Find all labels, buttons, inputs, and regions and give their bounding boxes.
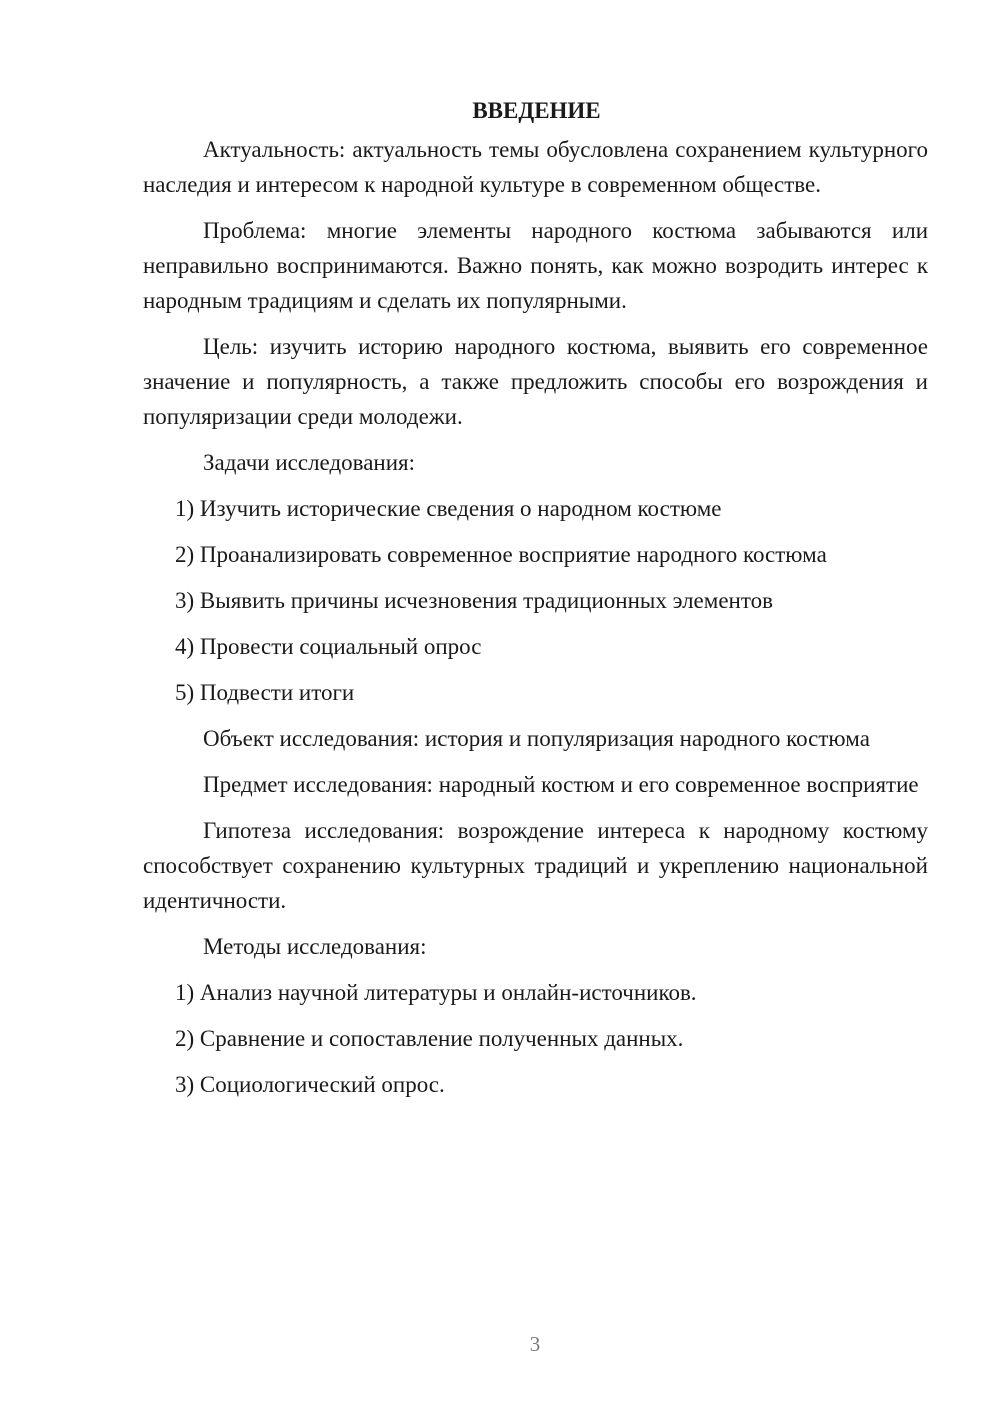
method-item: 1) Анализ научной литературы и онлайн-источников. [175, 980, 697, 1005]
method-item: 2) Сравнение и сопоставление полученных данных. [175, 1026, 684, 1051]
task-item: 1) Изучить исторические сведения о народном костюме [175, 496, 722, 521]
method-item: 3) Социологический опрос. [175, 1072, 445, 1097]
problem-paragraph: Проблема: многие элементы народного костюма забываются или неправильно воспринимаются. Важно понять, как можно возродить интерес к народным традициям и сделать их популярными. [143, 218, 928, 313]
tasks-list [143, 491, 928, 710]
relevance-paragraph: Актуальность: актуальность темы обусловлена сохранением культурного наследия и интересом к народной культуре в современном обществе. [143, 137, 928, 197]
task-item: 3) Выявить причины исчезновения традиционных элементов [175, 588, 773, 613]
subject-paragraph: Предмет исследования: народный костюм и его современное восприятие [203, 772, 919, 797]
tasks-label: Задачи исследования: [203, 450, 416, 475]
hypothesis-paragraph: Гипотеза исследования: возрождение интереса к народному костюму способствует сохранению культурных традиций и укреплению национальной идентичности. [143, 818, 928, 913]
page-content [143, 92, 928, 1113]
task-item: 4) Провести социальный опрос [175, 634, 482, 659]
object-paragraph: Объект исследования: история и популяризация народного костюма [203, 726, 870, 751]
task-item: 5) Подвести итоги [175, 680, 355, 705]
goal-paragraph: Цель: изучить историю народного костюма, выявить его современное значение и популярность, а также предложить способы его возрождения и популяризации среди молодежи. [143, 334, 928, 429]
section-heading: ВВЕДЕНИЕ [472, 98, 601, 123]
page-number: 3 [529, 1332, 541, 1356]
methods-label: Методы исследования: [203, 934, 427, 959]
task-item: 2) Проанализировать современное восприятие народного костюма [175, 542, 827, 567]
methods-list [143, 975, 928, 1102]
